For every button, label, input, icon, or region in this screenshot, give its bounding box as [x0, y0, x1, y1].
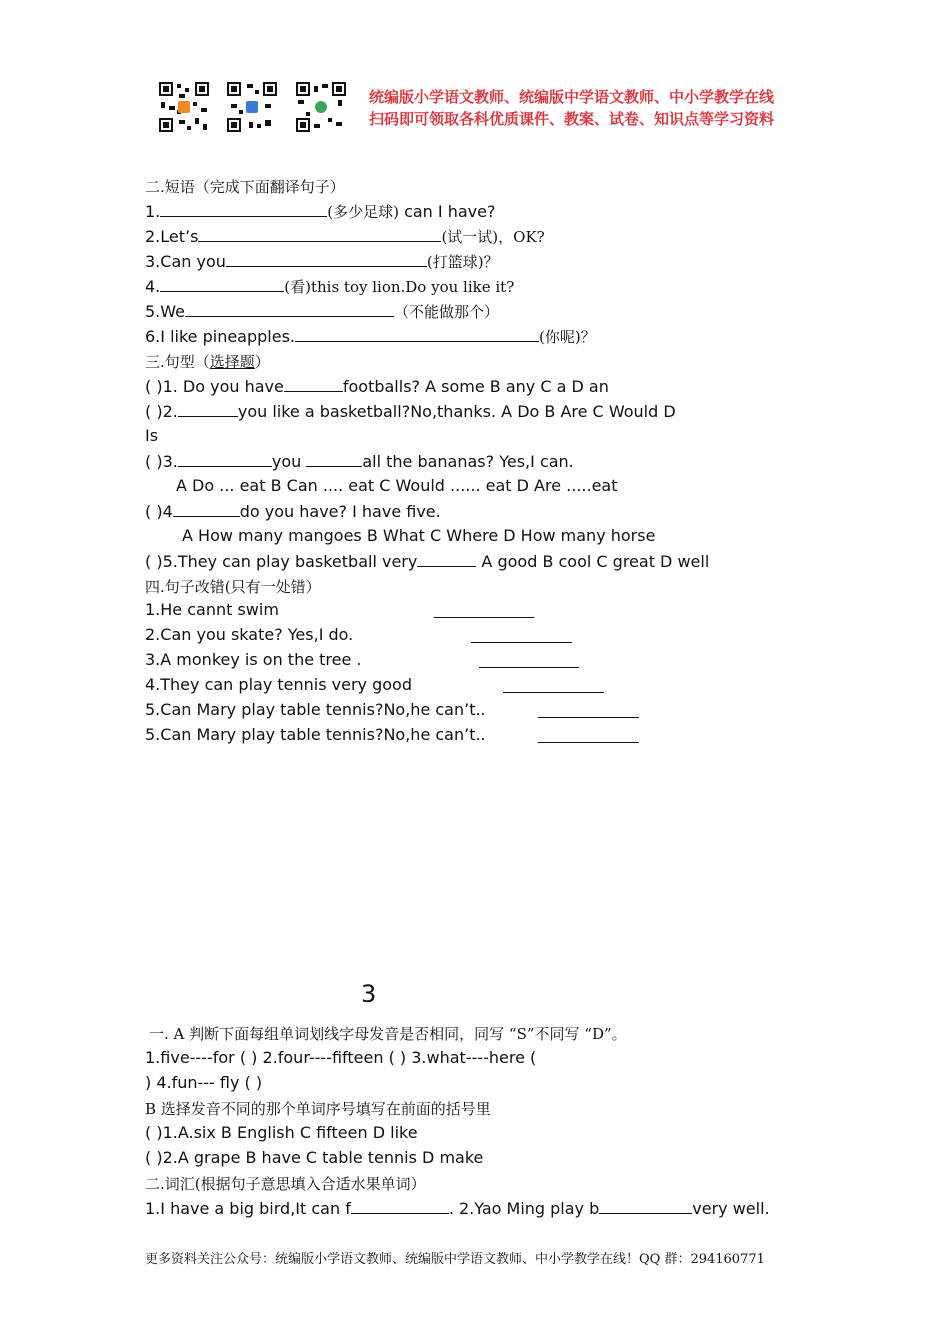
phrase-q4 — [145, 276, 514, 297]
banner-line-2: 扫码即可领取各科优质课件、教案、试卷、知识点等学习资料 — [369, 110, 775, 128]
answer-blank[interactable] — [284, 376, 343, 392]
correction-blank[interactable] — [434, 617, 534, 618]
q4-prefix: 4. — [145, 277, 161, 296]
choice-q1-options: footballs? A some B any C a D an — [342, 377, 609, 396]
part3-line-2: 1.five----for ( ) 2.four----fifteen ( ) 3.what----here ( — [145, 1048, 537, 1067]
correction-blank[interactable] — [538, 717, 639, 718]
answer-blank[interactable] — [173, 501, 240, 517]
line8-part-a: 1.I have a big bird,It can f — [145, 1199, 351, 1218]
line8-part-b: . 2.Yao Ming play b — [448, 1199, 600, 1218]
choice-q3-options: A Do ... eat B Can .... eat C Would ...... eat D Are .....eat — [176, 476, 618, 495]
q4-hint: (看)this toy lion.Do you like it? — [284, 278, 515, 296]
choice-q3-prefix: ( )3. — [145, 452, 178, 471]
qr-code-1 — [157, 80, 211, 134]
choice-q4-prefix: ( )4 — [145, 502, 173, 521]
answer-blank[interactable] — [351, 1198, 449, 1214]
header-banner — [157, 80, 797, 136]
correction-item: 4.They can play tennis very good — [145, 675, 412, 694]
answer-blank[interactable] — [198, 226, 441, 242]
phrase-q5 — [145, 301, 499, 322]
choice-q3-suffix: all the bananas? Yes,I can. — [362, 452, 574, 471]
q6-prefix: 6.I like pineapples. — [145, 327, 295, 346]
q2-prefix: 2.Let’s — [145, 227, 199, 246]
q5-hint: （不能做那个） — [394, 303, 500, 321]
answer-blank[interactable] — [226, 251, 427, 267]
q1-prefix: 1. — [145, 202, 161, 221]
answer-blank[interactable] — [599, 1198, 692, 1214]
heading-part: ） — [254, 353, 270, 371]
page-number: 3 — [361, 980, 377, 1008]
part3-line-7: 二.词汇(根据句子意思填入合适水果单词） — [145, 1175, 426, 1193]
phrase-q2 — [145, 226, 545, 247]
banner-line-1: 统编版小学语文教师、统编版中学语文教师、中小学教学在线 — [369, 88, 775, 106]
correction-item: 5.Can Mary play table tennis?No,he can’t.. — [145, 725, 486, 744]
q3-hint: (打篮球)？ — [426, 253, 499, 271]
choice-q3-mid: you — [271, 452, 307, 471]
q5-prefix: 5.We — [145, 302, 185, 321]
choice-q2 — [145, 401, 676, 421]
phrase-q6 — [145, 326, 596, 347]
choice-q4-suffix: do you have? I have five. — [239, 502, 441, 521]
part3-line-4: B 选择发音不同的那个单词序号填写在前面的括号里 — [145, 1100, 491, 1118]
heading-part: 三.句型（ — [145, 353, 210, 371]
correction-item: 5.Can Mary play table tennis?No,he can’t.. — [145, 700, 486, 719]
correction-blank[interactable] — [503, 692, 604, 693]
choice-q4 — [145, 501, 441, 521]
section-4-heading: 四.句子改错(只有一处错） — [145, 578, 321, 596]
footer-note: 更多资料关注公众号：统编版小学语文教师、统编版中学语文教师、中小学教学在线！QQ 群：294160771 — [145, 1252, 765, 1267]
choice-q1-prefix: ( )1. Do you have — [145, 377, 284, 396]
qr-code-3 — [294, 80, 348, 134]
choice-q4-options: A How many mangoes B What C Where D How many horse — [182, 526, 656, 545]
answer-blank[interactable] — [185, 301, 394, 317]
correction-item: 3.A monkey is on the tree . — [145, 650, 362, 669]
answer-blank[interactable] — [295, 326, 539, 342]
q2-hint: (试一试)，OK? — [441, 228, 545, 246]
answer-blank[interactable] — [160, 201, 327, 217]
part3-line-5: ( )1.A.six B English C fifteen D like — [145, 1123, 418, 1142]
choice-q2-options: you like a basketball?No,thanks. A Do B Are C Would D — [237, 402, 676, 421]
correction-blank[interactable] — [471, 642, 572, 643]
part3-line-8 — [145, 1198, 770, 1218]
choice-q1 — [145, 376, 609, 396]
banner-text — [369, 86, 774, 130]
phrase-q1 — [145, 201, 495, 222]
answer-blank[interactable] — [178, 451, 272, 467]
part3-heading: 一. A 判断下面每组单词划线字母发音是否相同，同写 “S”不同写 “D”。 — [149, 1025, 627, 1043]
answer-blank[interactable] — [306, 451, 362, 467]
part3-line-6: ( )2.A grape B have C table tennis D make — [145, 1148, 484, 1167]
q6-hint: (你呢)？ — [539, 328, 596, 346]
choice-q2-wrap: Is — [145, 426, 159, 445]
answer-blank[interactable] — [160, 276, 284, 292]
choice-q5 — [145, 551, 709, 571]
correction-blank[interactable] — [479, 667, 579, 668]
part3-line-3: ) 4.fun--- fly ( ) — [145, 1073, 263, 1092]
choice-q2-prefix: ( )2. — [145, 402, 178, 421]
q1-hint: (多少足球) — [327, 203, 399, 221]
answer-blank[interactable] — [417, 551, 476, 567]
choice-q5-options: A good B cool C great D well — [476, 552, 710, 571]
qr-code-2 — [225, 80, 279, 134]
correction-item: 1.He cannt swim — [145, 600, 279, 619]
line8-part-c: very well. — [692, 1199, 770, 1218]
correction-blank[interactable] — [538, 742, 639, 743]
choice-q5-prefix: ( )5.They can play basketball very — [145, 552, 418, 571]
q3-prefix: 3.Can you — [145, 252, 226, 271]
answer-blank[interactable] — [178, 401, 238, 417]
section-2-heading: 二.短语（完成下面翻译句子） — [145, 178, 345, 196]
section-3-heading — [145, 351, 270, 372]
choice-q3 — [145, 451, 574, 471]
phrase-q3 — [145, 251, 499, 272]
q1-suffix: can I have? — [398, 202, 496, 221]
heading-underlined: 选择题 — [209, 353, 255, 371]
correction-item: 2.Can you skate? Yes,I do. — [145, 625, 354, 644]
